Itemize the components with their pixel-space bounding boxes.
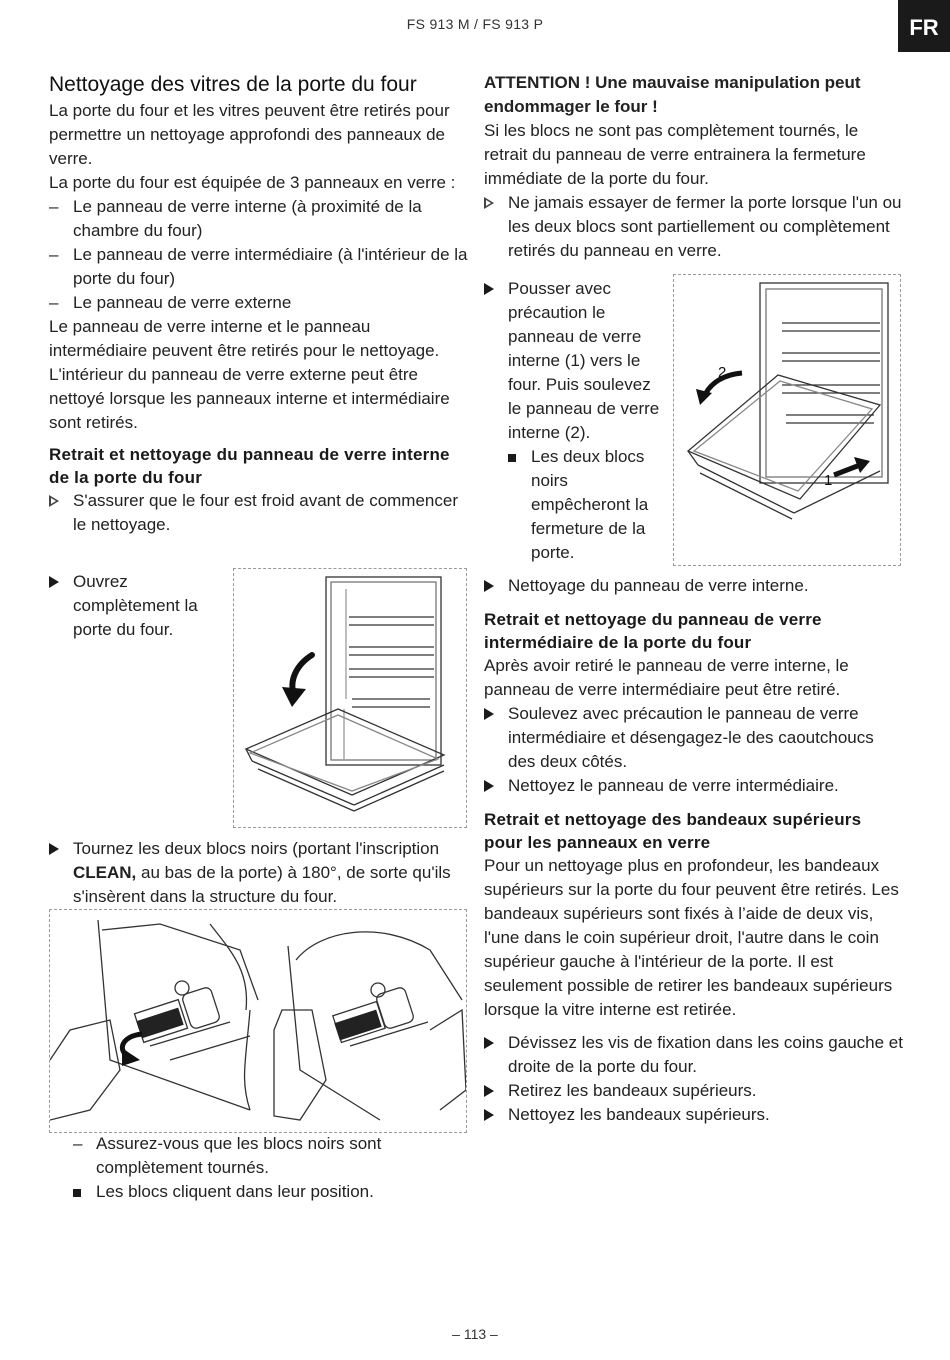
attention-text: Si les blocs ne sont pas complètement tournés, le retrait du panneau de verre entrainera la fermeture immédiate de la porte du four. bbox=[484, 121, 866, 188]
panel-list-item: – Le panneau de verre interne (à proximité de la chambre du four) bbox=[49, 197, 422, 240]
figure-label-1: 1 bbox=[824, 472, 833, 489]
clean-label: CLEAN, bbox=[73, 863, 137, 882]
black-blocks-illustration bbox=[50, 910, 466, 1132]
intro-paragraph-2: La porte du four est équipée de 3 panneaux en verre : bbox=[49, 173, 456, 192]
step-arrow-icon bbox=[49, 843, 59, 855]
turn-blocks-sub-list bbox=[49, 1132, 469, 1204]
step-arrow-icon bbox=[484, 283, 494, 295]
panel-list-item: – Le panneau de verre externe bbox=[49, 293, 292, 312]
right-column-lower bbox=[484, 574, 904, 1127]
lift-inner-panel-illustration bbox=[674, 275, 900, 565]
figure-black-blocks bbox=[49, 909, 467, 1133]
section2-step: Soulevez avec précaution le panneau de verre intermédiaire et désengagez-le des caoutchoucs des deux côtés. bbox=[484, 702, 904, 774]
attention-check-item: Ne jamais essayer de fermer la porte lorsque l'un ou les deux blocs sont partiellement ou complètement retirés du panneau en verre. bbox=[484, 191, 904, 263]
oven-open-door-illustration bbox=[234, 569, 466, 827]
result-square-icon bbox=[508, 454, 516, 462]
intro-paragraph-1: La porte du four et les vitres peuvent être retirés pour permettre un nettoyage approfondi des panneaux de verre. bbox=[49, 101, 450, 168]
step-push-panel: Pousser avec précaution le panneau de verre interne (1) vers le four. Puis soulevez le panneau de verre interne (2). Les deux blocs noirs empêcheront la fermeture de la porte. bbox=[484, 277, 666, 565]
step-arrow-icon bbox=[484, 780, 494, 792]
intro-paragraph-3: Le panneau de verre interne et le panneau intermédiaire peuvent être retirés pour le nettoyage. L'intérieur du panneau de verre externe peut être nettoyé lorsque les panneaux interne et intermédiaire sont retirés. bbox=[49, 317, 450, 432]
section-title-intermediate-panel: Retrait et nettoyage du panneau de verre intermédiaire de la porte du four bbox=[484, 610, 822, 652]
section3-step: Nettoyez les bandeaux supérieurs. bbox=[484, 1103, 904, 1127]
attention-heading: ATTENTION ! Une mauvaise manipulation peut endommager le four ! bbox=[484, 73, 861, 116]
panel-list-item: – Le panneau de verre intermédiaire (à l'intérieur de la porte du four) bbox=[49, 245, 468, 288]
sub-result-item: Les blocs cliquent dans leur position. bbox=[49, 1180, 469, 1204]
left-column-top bbox=[49, 71, 469, 537]
outline-triangle-icon bbox=[484, 197, 494, 209]
step-arrow-icon bbox=[484, 580, 494, 592]
page-number: – 113 – bbox=[452, 1326, 498, 1342]
outline-triangle-icon bbox=[49, 495, 59, 507]
figure-lift-panel bbox=[673, 274, 901, 566]
step-arrow-icon bbox=[49, 576, 59, 588]
page-title: Nettoyage des vitres de la porte du four bbox=[49, 73, 417, 96]
sub-dash-item: – Assurez-vous que les blocs noirs sont complètement tournés. bbox=[73, 1134, 382, 1177]
figure-label-2: 2 bbox=[718, 364, 727, 381]
step-open-door: Ouvrez complètement la porte du four. bbox=[49, 570, 224, 642]
section3-step: Retirez les bandeaux supérieurs. bbox=[484, 1079, 904, 1103]
step-arrow-icon bbox=[484, 1109, 494, 1121]
section3-text: Pour un nettoyage plus en profondeur, les bandeaux supérieurs sur la porte du four peuvent être retirés. Les bandeaux supérieurs sont fixés à l’aide de deux vis, l'une dans le coin supérieur droit, l'autre dans le coin supérieur gauche à l'intérieur de la porte. Il est seulement possible de retirer les bandeaux supérieurs lorsque la vitre interne est retirée. bbox=[484, 856, 899, 1019]
attention-block bbox=[484, 71, 904, 263]
section-title-top-strips: Retrait et nettoyage des bandeaux supérieurs pour les panneaux en verre bbox=[484, 810, 862, 852]
result-square-icon bbox=[73, 1189, 81, 1197]
section2-text: Après avoir retiré le panneau de verre interne, le panneau de verre intermédiaire peut être retiré. bbox=[484, 656, 849, 699]
document-model-header: FS 913 M / FS 913 P bbox=[406, 16, 544, 32]
step-arrow-icon bbox=[484, 1085, 494, 1097]
step-arrow-icon bbox=[484, 1037, 494, 1049]
language-badge: FR bbox=[898, 0, 950, 52]
figure-open-door bbox=[233, 568, 467, 828]
section-title-inner-panel: Retrait et nettoyage du panneau de verre interne de la porte du four bbox=[49, 445, 450, 487]
section3-step: Dévissez les vis de fixation dans les coins gauche et droite de la porte du four. bbox=[484, 1031, 904, 1079]
step-clean-inner: Nettoyage du panneau de verre interne. bbox=[484, 574, 904, 598]
step-arrow-icon bbox=[484, 708, 494, 720]
check-item: S'assurer que le four est froid avant de commencer le nettoyage. bbox=[49, 489, 469, 537]
section2-step: Nettoyez le panneau de verre intermédiaire. bbox=[484, 774, 904, 798]
step-turn-blocks: Tournez les deux blocs noirs (portant l'inscription CLEAN, au bas de la porte) à 180°, de sorte qu'ils s'insèrent dans la structure du four. bbox=[49, 837, 469, 909]
